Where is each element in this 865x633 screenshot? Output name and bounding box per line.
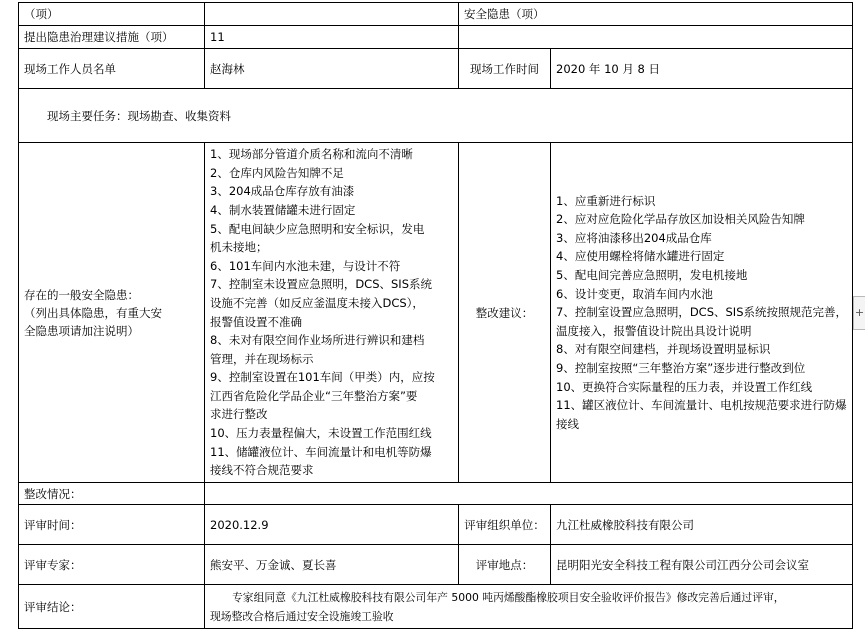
list-item: 11、储罐液位计、车间流量计和电机等防爆 (210, 444, 432, 459)
list-item: 11、罐区液位计、车间流量计、电机按规范要求进行防爆 (556, 398, 847, 413)
table-row (19, 585, 853, 629)
experts-value: 熊安平、万金诚、夏长喜 (205, 545, 459, 585)
hazards-label (19, 143, 205, 483)
cell-value-empty (205, 3, 459, 26)
list-item: 7、控制室设置应急照明，DCS、SIS系统按照规范完善， (556, 305, 847, 320)
staff-value: 赵海林 (205, 49, 459, 89)
status-value-empty (205, 483, 853, 505)
table-row (19, 89, 853, 143)
list-item: 8、对有限空间建档，并现场设置明显标识 (556, 342, 771, 357)
table-row (19, 483, 853, 505)
review-time-label: 评审时间： (19, 505, 205, 545)
review-org-label: 评审组织单位： (459, 505, 551, 545)
hazards-label-line: 全隐患项请加注说明） (24, 323, 139, 338)
experts-label: 评审专家： (19, 545, 205, 585)
list-item: 4、制水装置储罐未进行固定 (210, 202, 356, 217)
list-item: 5、配电间缺少应急照明和安全标识，发电 (210, 221, 425, 236)
list-item: 10、压力表量程偏大，未设置工作范围红线 (210, 426, 432, 441)
list-item: 6、101车间内水池未建，与设计不符 (210, 258, 401, 273)
list-item: 8、未对有限空间作业场所进行辨识和建档 (210, 333, 425, 348)
list-item: 设施不完善（如反应釜温度未接入DCS）， (210, 295, 424, 310)
list-item: 1、应重新进行标识 (556, 193, 656, 208)
list-item: 管理，并在现场标示 (210, 351, 314, 366)
table-row (19, 26, 853, 49)
list-item: 江西省危险化学品企业“三年整治方案”要 (210, 388, 418, 403)
list-item: 4、应使用螺栓将储水罐进行固定 (556, 249, 725, 264)
staff-label: 现场工作人员名单 (19, 49, 205, 89)
hazards-label-line: （列出具体隐患，有重大安 (24, 305, 162, 320)
list-item: 报警值设置不准确 (210, 314, 302, 329)
conclusion-line: 专家组同意《九江杜威橡胶科技有限公司年产 5000 吨丙烯酸酯橡胶项目安全验收评价报告》修改完善后通过评审， (232, 590, 785, 604)
review-place-value: 昆明阳光安全科技工程有限公司江西分公司会议室 (551, 545, 853, 585)
suggestions-cell (551, 143, 853, 483)
list-item: 求进行整改 (210, 407, 268, 422)
conclusion-text (205, 585, 853, 629)
status-label: 整改情况： (19, 483, 205, 505)
cell-empty (459, 26, 853, 49)
table-row (19, 545, 853, 585)
measures-label: 提出隐患治理建议措施（项） (19, 26, 205, 49)
work-time-value: 2020 年 10 月 8 日 (551, 49, 853, 89)
table-row (19, 49, 853, 89)
list-item: 温度接入，报警值设计院出具设计说明 (556, 323, 752, 338)
list-item: 3、应将油漆移出204成品仓库 (556, 230, 712, 245)
list-item: 5、配电间完善应急照明，发电机接地 (556, 268, 748, 283)
list-item: 9、控制室按照“三年整治方案”逐步进行整改到位 (556, 360, 806, 375)
suggestions-list (556, 192, 847, 434)
list-item: 2、应对应危险化学品存放区加设相关风险告知牌 (556, 212, 805, 227)
inspection-table (18, 2, 853, 629)
suggestion-label: 整改建议： (459, 143, 551, 483)
cell-label: （项） (19, 3, 205, 26)
list-item: 1、现场部分管道介质名称和流向不清晰 (210, 147, 413, 162)
list-item: 接线不符合规范要求 (210, 463, 314, 478)
hazards-list (210, 145, 453, 480)
main-tasks: 现场主要任务：现场勘查、收集资料 (19, 89, 853, 143)
measures-value: 11 (205, 26, 459, 49)
list-item: 接线 (556, 416, 579, 431)
list-item: 3、204成品仓库存放有油漆 (210, 184, 355, 199)
conclusion-line: 现场整改合格后通过安全设施竣工验收 (210, 609, 394, 623)
table-row (19, 505, 853, 545)
list-item: 机未接地； (210, 240, 268, 255)
conclusion-label: 评审结论： (19, 585, 205, 629)
work-time-label: 现场工作时间 (459, 49, 551, 89)
list-item: 7、控制室未设置应急照明，DCS、SIS系统 (210, 277, 432, 292)
hazards-label-line: 存在的一般安全隐患： (24, 287, 139, 302)
review-time-value: 2020.12.9 (205, 505, 459, 545)
cell-label-hazard-count: 安全隐患（项） (459, 3, 853, 26)
review-place-label: 评审地点： (459, 545, 551, 585)
list-item: 6、设计变更，取消车间内水池 (556, 286, 713, 301)
expand-handle[interactable]: + (853, 296, 865, 330)
list-item: 2、仓库内风险告知牌不足 (210, 165, 344, 180)
list-item: 10、更换符合实际量程的压力表，并设置工作红线 (556, 379, 813, 394)
table-row (19, 143, 853, 483)
list-item: 9、控制室设置在101车间（甲类）内，应按 (210, 370, 435, 385)
hazards-list-cell (205, 143, 459, 483)
review-org-value: 九江杜威橡胶科技有限公司 (551, 505, 853, 545)
table-row (19, 3, 853, 26)
